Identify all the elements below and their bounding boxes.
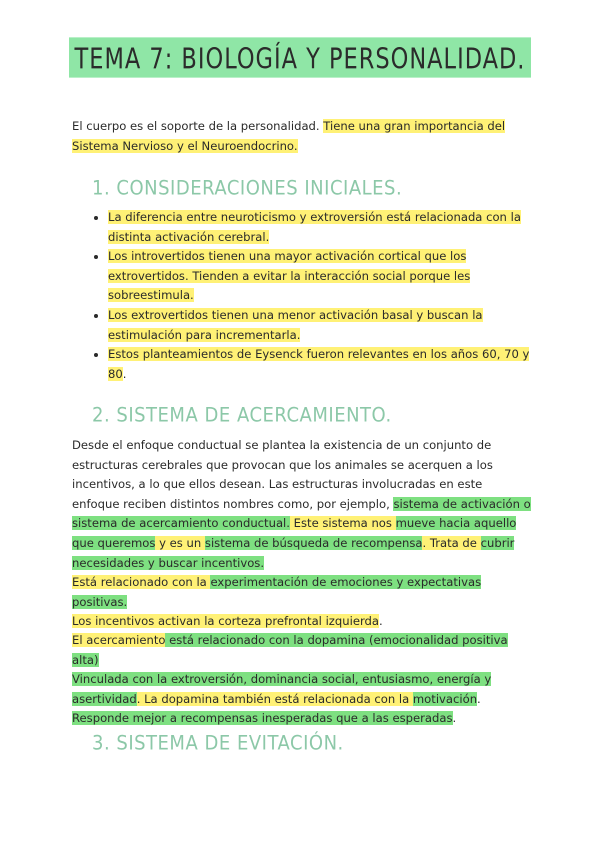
- highlight-yellow: y es un: [155, 535, 205, 550]
- highlight-green: mueve hacia aquello que queremos: [72, 516, 517, 550]
- list-item: • Los extrovertidos tienen una menor activación basal y buscan la estimulación para incrementarla.: [108, 306, 548, 345]
- section-heading-3: 3. SISTEMA DE EVITACIÓN.: [92, 731, 344, 756]
- considerations-list: [80, 208, 548, 384]
- intro-paragraph: [72, 117, 532, 156]
- list-item: • La diferencia entre neuroticismo y extroversión está relacionada con la distinta activación cerebral.: [108, 208, 548, 247]
- highlight-yellow: Los incentivos activan la corteza prefrontal izquierda: [72, 614, 379, 629]
- highlight-green: está relacionado con la dopamina (emocionalidad positiva alta): [72, 633, 508, 667]
- intro-text: El cuerpo es el soporte de la personalidad.: [72, 119, 324, 133]
- approach-paragraph: Desde el enfoque conductual se plantea la existencia de un conjunto de estructuras cerebrales que provocan que los animales se acerquen a los incentivos, a lo que ellos desean. Las estructuras involucradas en este enfoque reciben distintos nombres como, por ejemplo, sistema de activación o sistema de acercamiento conductual. Este sistema nos mueve hacia aquello que queremos y es un sistema de búsqueda de recompensa. Trata de cubrir necesidades y buscar incentivos. Está relacionado con la experimentación de emociones y expectativas positivas. Los incentivos activan la corteza prefrontal izquierda.: [72, 438, 531, 629]
- highlight-yellow: Este sistema nos: [289, 516, 396, 531]
- highlight-green: sistema de búsqueda de recompensa: [204, 535, 423, 550]
- highlight-yellow: Está relacionado con la: [72, 575, 211, 590]
- page-title: TEMA 7: BIOLOGÍA Y PERSONALIDAD.: [69, 37, 532, 77]
- intro-highlight: Tiene una gran importancia del Sistema Nervioso y el Neuroendocrino.: [72, 119, 506, 153]
- section-heading-2: 2. SISTEMA DE ACERCAMIENTO.: [92, 403, 392, 428]
- highlight-green: cubrir necesidades y buscar incentivos.: [72, 535, 515, 570]
- list-item: • Estos planteamientos de Eysenck fueron relevantes en los años 60, 70 y 80.: [108, 345, 548, 384]
- highlight-green: motivación: [412, 691, 478, 706]
- highlight-green: sistema de activación o sistema de acercamiento conductual.: [72, 496, 531, 531]
- highlight-green: Responde mejor a recompensas inesperadas que a las esperadas: [72, 711, 453, 726]
- dopamine-paragraph: El acercamiento está relacionado con la dopamina (emocionalidad positiva alta) Vinculada con la extroversión, dominancia social, entusiasmo, energía y asertividad. La dopamina también está relacionada con la motivación. Responde mejor a recompensas inesperadas que a las esperadas.: [72, 633, 508, 726]
- section-heading-1: 1. CONSIDERACIONES INICIALES.: [92, 176, 403, 201]
- highlight-green: Vinculada con la extroversión, dominancia social, entusiasmo, energía y asertividad: [72, 672, 492, 706]
- highlight-green: experimentación de emociones y expectativas positivas.: [72, 575, 482, 609]
- highlight-yellow: . Trata de: [422, 535, 481, 550]
- highlight-yellow: . La dopamina también está relacionada con la: [136, 691, 413, 706]
- list-item: • Los introvertidos tienen una mayor activación cortical que los extrovertidos. Tienden a evitar la interacción social porque les sobreestimula.: [108, 247, 548, 306]
- title-wrapper: [0, 40, 600, 75]
- highlight-yellow: El acercamiento: [72, 633, 166, 647]
